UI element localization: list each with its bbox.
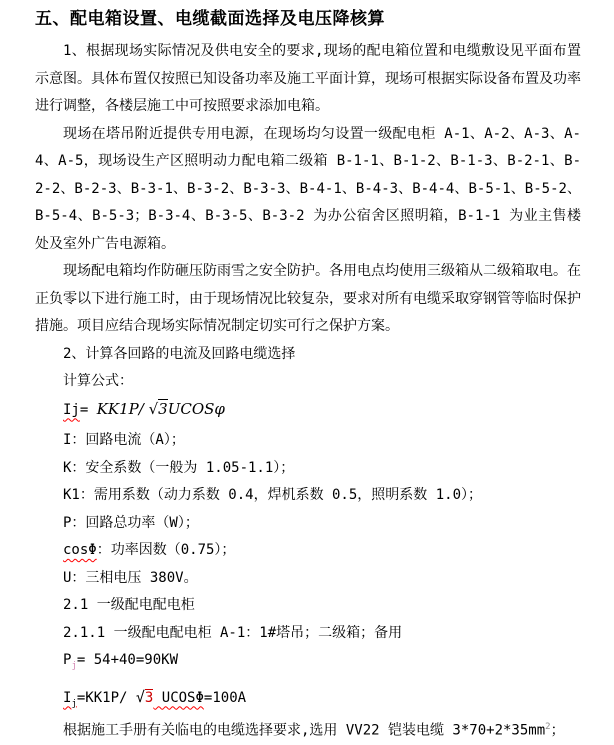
formula1-numerator: KK1P/ bbox=[96, 399, 149, 418]
current-expression: =KK1P/ bbox=[76, 689, 136, 706]
formula-power-a1 bbox=[35, 647, 581, 677]
current-radicand: 3 bbox=[144, 689, 154, 706]
cos-phi-term: cosΦ bbox=[63, 542, 97, 558]
section-2-1-1-heading: 2.1.1 一级配电配电柜 A-1：1#塔吊；二级箱；备用 bbox=[63, 624, 403, 641]
formula1-lhs: Ij bbox=[63, 401, 80, 418]
def-demand-factor: K1：需用系数（动力系数 0.4，焊机系数 0.5，照明系数 1.0）； bbox=[63, 487, 483, 503]
section-2-1-heading: 2.1 一级配电配电柜 bbox=[63, 597, 195, 613]
def-current: I：回路电流（A）； bbox=[63, 432, 185, 448]
cable-selection-tail: ； bbox=[550, 722, 565, 739]
squared-superscript: 2 bbox=[545, 722, 551, 732]
paragraph-protection: 现场配电箱均作防砸压防雨雪之安全防护。各用电点均使用三级箱从二级箱取电。在正负零以下进行施工时，由于现场情况比较复杂，要求对所有电缆采取穿钢管等临时保护措施。项目应结合现场实际情况制定切实可行之保护方案。 bbox=[35, 263, 581, 334]
current-result: =100A bbox=[203, 689, 247, 706]
formula1-denominator: UCOSφ bbox=[167, 399, 225, 418]
current-symbol: I bbox=[63, 689, 72, 706]
formula-intro-label: 计算公式： bbox=[63, 373, 133, 389]
formula1-radicand: 3 bbox=[158, 399, 168, 418]
radical-sign: √ bbox=[135, 687, 145, 706]
def-power: P：回路总功率（W）； bbox=[63, 514, 199, 531]
current-ucos-term: UCOSΦ bbox=[153, 689, 204, 706]
paragraph-cable-selection bbox=[35, 714, 581, 745]
section-2-heading: 2、计算各回路的电流及回路电缆选择 bbox=[63, 345, 296, 362]
formula-current-general bbox=[35, 396, 581, 425]
power-value: = 54+40=90KW bbox=[76, 652, 179, 668]
current-symbol-group bbox=[63, 689, 77, 709]
power-subscript: j bbox=[71, 661, 77, 671]
current-subscript: j bbox=[71, 698, 77, 709]
document-title: 五、配电箱设置、电缆截面选择及电压降核算 bbox=[35, 9, 385, 29]
radical-sign: √ bbox=[148, 399, 159, 418]
paragraph-site-layout: 1、根据现场实际情况及供电安全的要求,现场的配电箱位置和电缆敷设见平面布置示意图。具体布置仅按照已知设备功率及施工平面计算，现场可根据实际设备布置及功率进行调整，各楼层施工中可按照要求添加电箱。 bbox=[35, 43, 581, 114]
def-safety-factor: K：安全系数（一般为 1.05-1.1）； bbox=[63, 459, 295, 476]
formula1-equals: = bbox=[79, 401, 97, 418]
cos-phi-rest: ：功率因数（0.75）； bbox=[96, 542, 236, 558]
formula-current-a1 bbox=[35, 684, 581, 715]
power-symbol: P bbox=[63, 652, 72, 668]
cable-selection-text: 根据施工手册有关临电的电缆选择要求,选用 VV22 铠装电缆 3*70+2*35mm bbox=[63, 722, 546, 739]
def-voltage: U：三相电压 380V。 bbox=[63, 569, 198, 586]
paragraph-distribution-boxes: 现场在塔吊附近提供专用电源，在现场均匀设置一级配电柜 A-1、A-2、A-3、A-4、A-5，现场设生产区照明动力配电箱二级箱 B-1-1、B-1-2、B-1-3、B-2-1、B-2-2、B-2-3、B-3-1、B-3-2、B-3-3、B-4-1、B-4-3、B-4-4、B-5-1、B-5-2、B-5-4、B-5-3；B-3-4、B-3-5、B-3-2 为办公宿舍区照明箱，B-1-1 为业主售楼处及室外广告电源箱。 bbox=[35, 125, 581, 252]
def-power-factor bbox=[35, 537, 581, 565]
